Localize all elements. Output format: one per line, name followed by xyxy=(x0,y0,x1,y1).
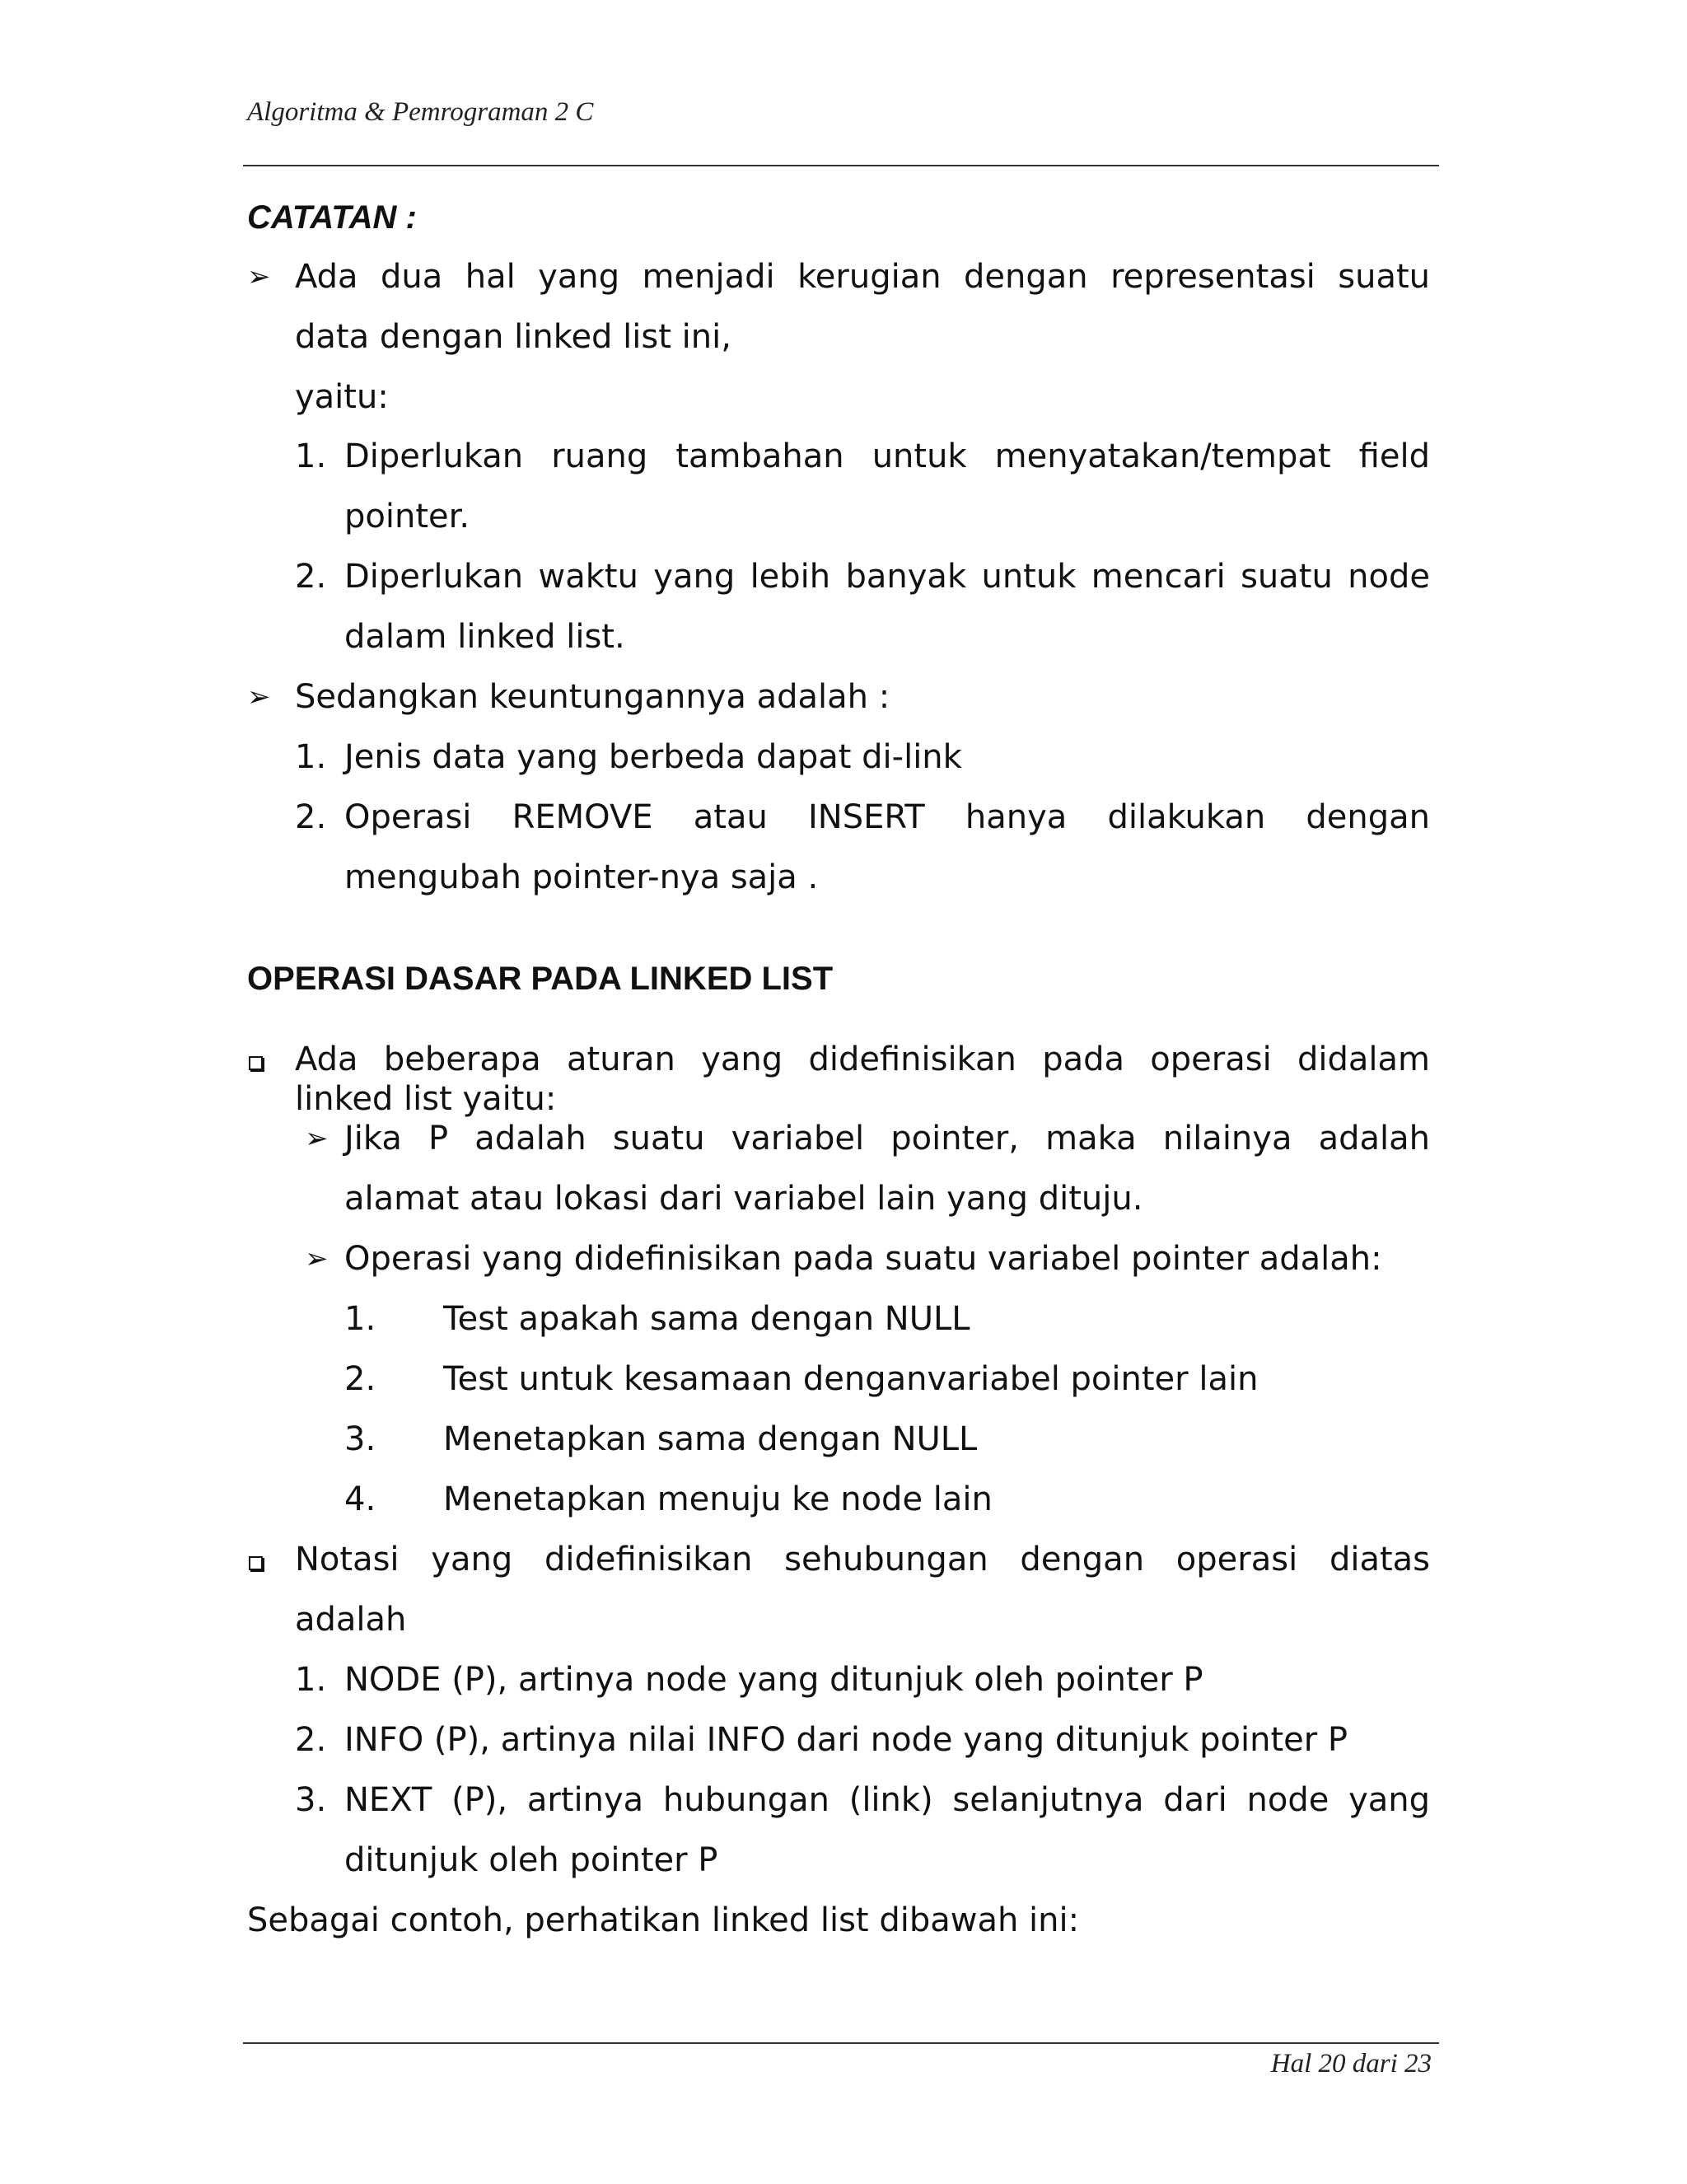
operation-num: 1. xyxy=(344,1300,376,1338)
arrow-bullet-icon: ➢ xyxy=(247,260,271,293)
closing-sentence: Sebagai contoh, perhatikan linked list dibawah ini: xyxy=(247,1901,1080,1939)
square-bullet-icon xyxy=(249,1056,263,1070)
operasi-sub2: Operasi yang didefinisikan pada suatu variabel pointer adalah: xyxy=(344,1240,1382,1278)
notasi-item-line2: ditunjuk oleh pointer P xyxy=(344,1841,718,1879)
operasi-box1-line1: Ada beberapa aturan yang didefinisikan pada operasi didalam xyxy=(295,1041,1430,1078)
notasi-item-line1: NEXT (P), artinya hubungan (link) selanjutnya dari node yang xyxy=(344,1781,1430,1819)
notasi-num: 1. xyxy=(295,1661,327,1699)
notasi-num: 2. xyxy=(295,1721,327,1759)
operation-text: Menetapkan menuju ke node lain xyxy=(443,1480,993,1518)
notasi-num: 3. xyxy=(295,1781,327,1819)
arrow-bullet-icon: ➢ xyxy=(305,1122,329,1155)
arrow-bullet-icon: ➢ xyxy=(247,680,271,713)
kerugian-num: 2. xyxy=(295,558,327,596)
footer-rule xyxy=(243,2042,1439,2044)
keuntungan-item-line1: Operasi REMOVE atau INSERT hanya dilakukan dengan xyxy=(344,798,1430,836)
header-rule xyxy=(243,165,1439,166)
operation-num: 2. xyxy=(344,1360,376,1398)
page-number: Hal 20 dari 23 xyxy=(1270,2049,1432,2079)
operation-text: Menetapkan sama dengan NULL xyxy=(443,1420,978,1458)
running-title: Algoritma & Pemrograman 2 C xyxy=(247,97,594,127)
catatan-bullet1-line1: Ada dua hal yang menjadi kerugian dengan representasi suatu xyxy=(295,258,1430,296)
notasi-item-line1: NODE (P), artinya node yang ditunjuk oleh pointer P xyxy=(344,1661,1203,1699)
operation-num: 3. xyxy=(344,1420,376,1458)
kerugian-item-line1: Diperlukan ruang tambahan untuk menyatakan/tempat field xyxy=(344,437,1430,475)
square-bullet-icon xyxy=(249,1556,263,1570)
operation-text: Test untuk kesamaan denganvariabel pointer lain xyxy=(443,1360,1259,1398)
kerugian-item-line1: Diperlukan waktu yang lebih banyak untuk mencari suatu node xyxy=(344,558,1430,596)
keuntungan-item-line1: Jenis data yang berbeda dapat di-link xyxy=(344,738,962,776)
operasi-sub1-line2: alamat atau lokasi dari variabel lain yang dituju. xyxy=(344,1180,1143,1218)
keuntungan-item-line2: mengubah pointer-nya saja . xyxy=(344,858,819,896)
catatan-heading: CATATAN : xyxy=(247,199,417,236)
catatan-bullet1-line2: data dengan linked list ini, xyxy=(295,318,731,356)
kerugian-num: 1. xyxy=(295,437,327,475)
operation-text: Test apakah sama dengan NULL xyxy=(443,1300,970,1338)
operation-num: 4. xyxy=(344,1480,376,1518)
arrow-bullet-icon: ➢ xyxy=(305,1242,329,1275)
keuntungan-num: 2. xyxy=(295,798,327,836)
operasi-sub1-line1: Jika P adalah suatu variabel pointer, maka nilainya adalah xyxy=(344,1120,1430,1157)
operasi-heading: OPERASI DASAR PADA LINKED LIST xyxy=(247,961,834,997)
operasi-box2-line2: adalah xyxy=(295,1601,407,1639)
catatan-bullet2: Sedangkan keuntungannya adalah : xyxy=(295,678,890,716)
notasi-item-line1: INFO (P), artinya nilai INFO dari node yang ditunjuk pointer P xyxy=(344,1721,1348,1759)
keuntungan-num: 1. xyxy=(295,738,327,776)
kerugian-item-line2: dalam linked list. xyxy=(344,618,625,656)
operasi-box2-line1: Notasi yang didefinisikan sehubungan dengan operasi diatas xyxy=(295,1541,1430,1578)
catatan-bullet1-line3: yaitu: xyxy=(295,378,389,416)
operasi-box1-line2: linked list yaitu: xyxy=(295,1080,557,1118)
kerugian-item-line2: pointer. xyxy=(344,498,470,535)
